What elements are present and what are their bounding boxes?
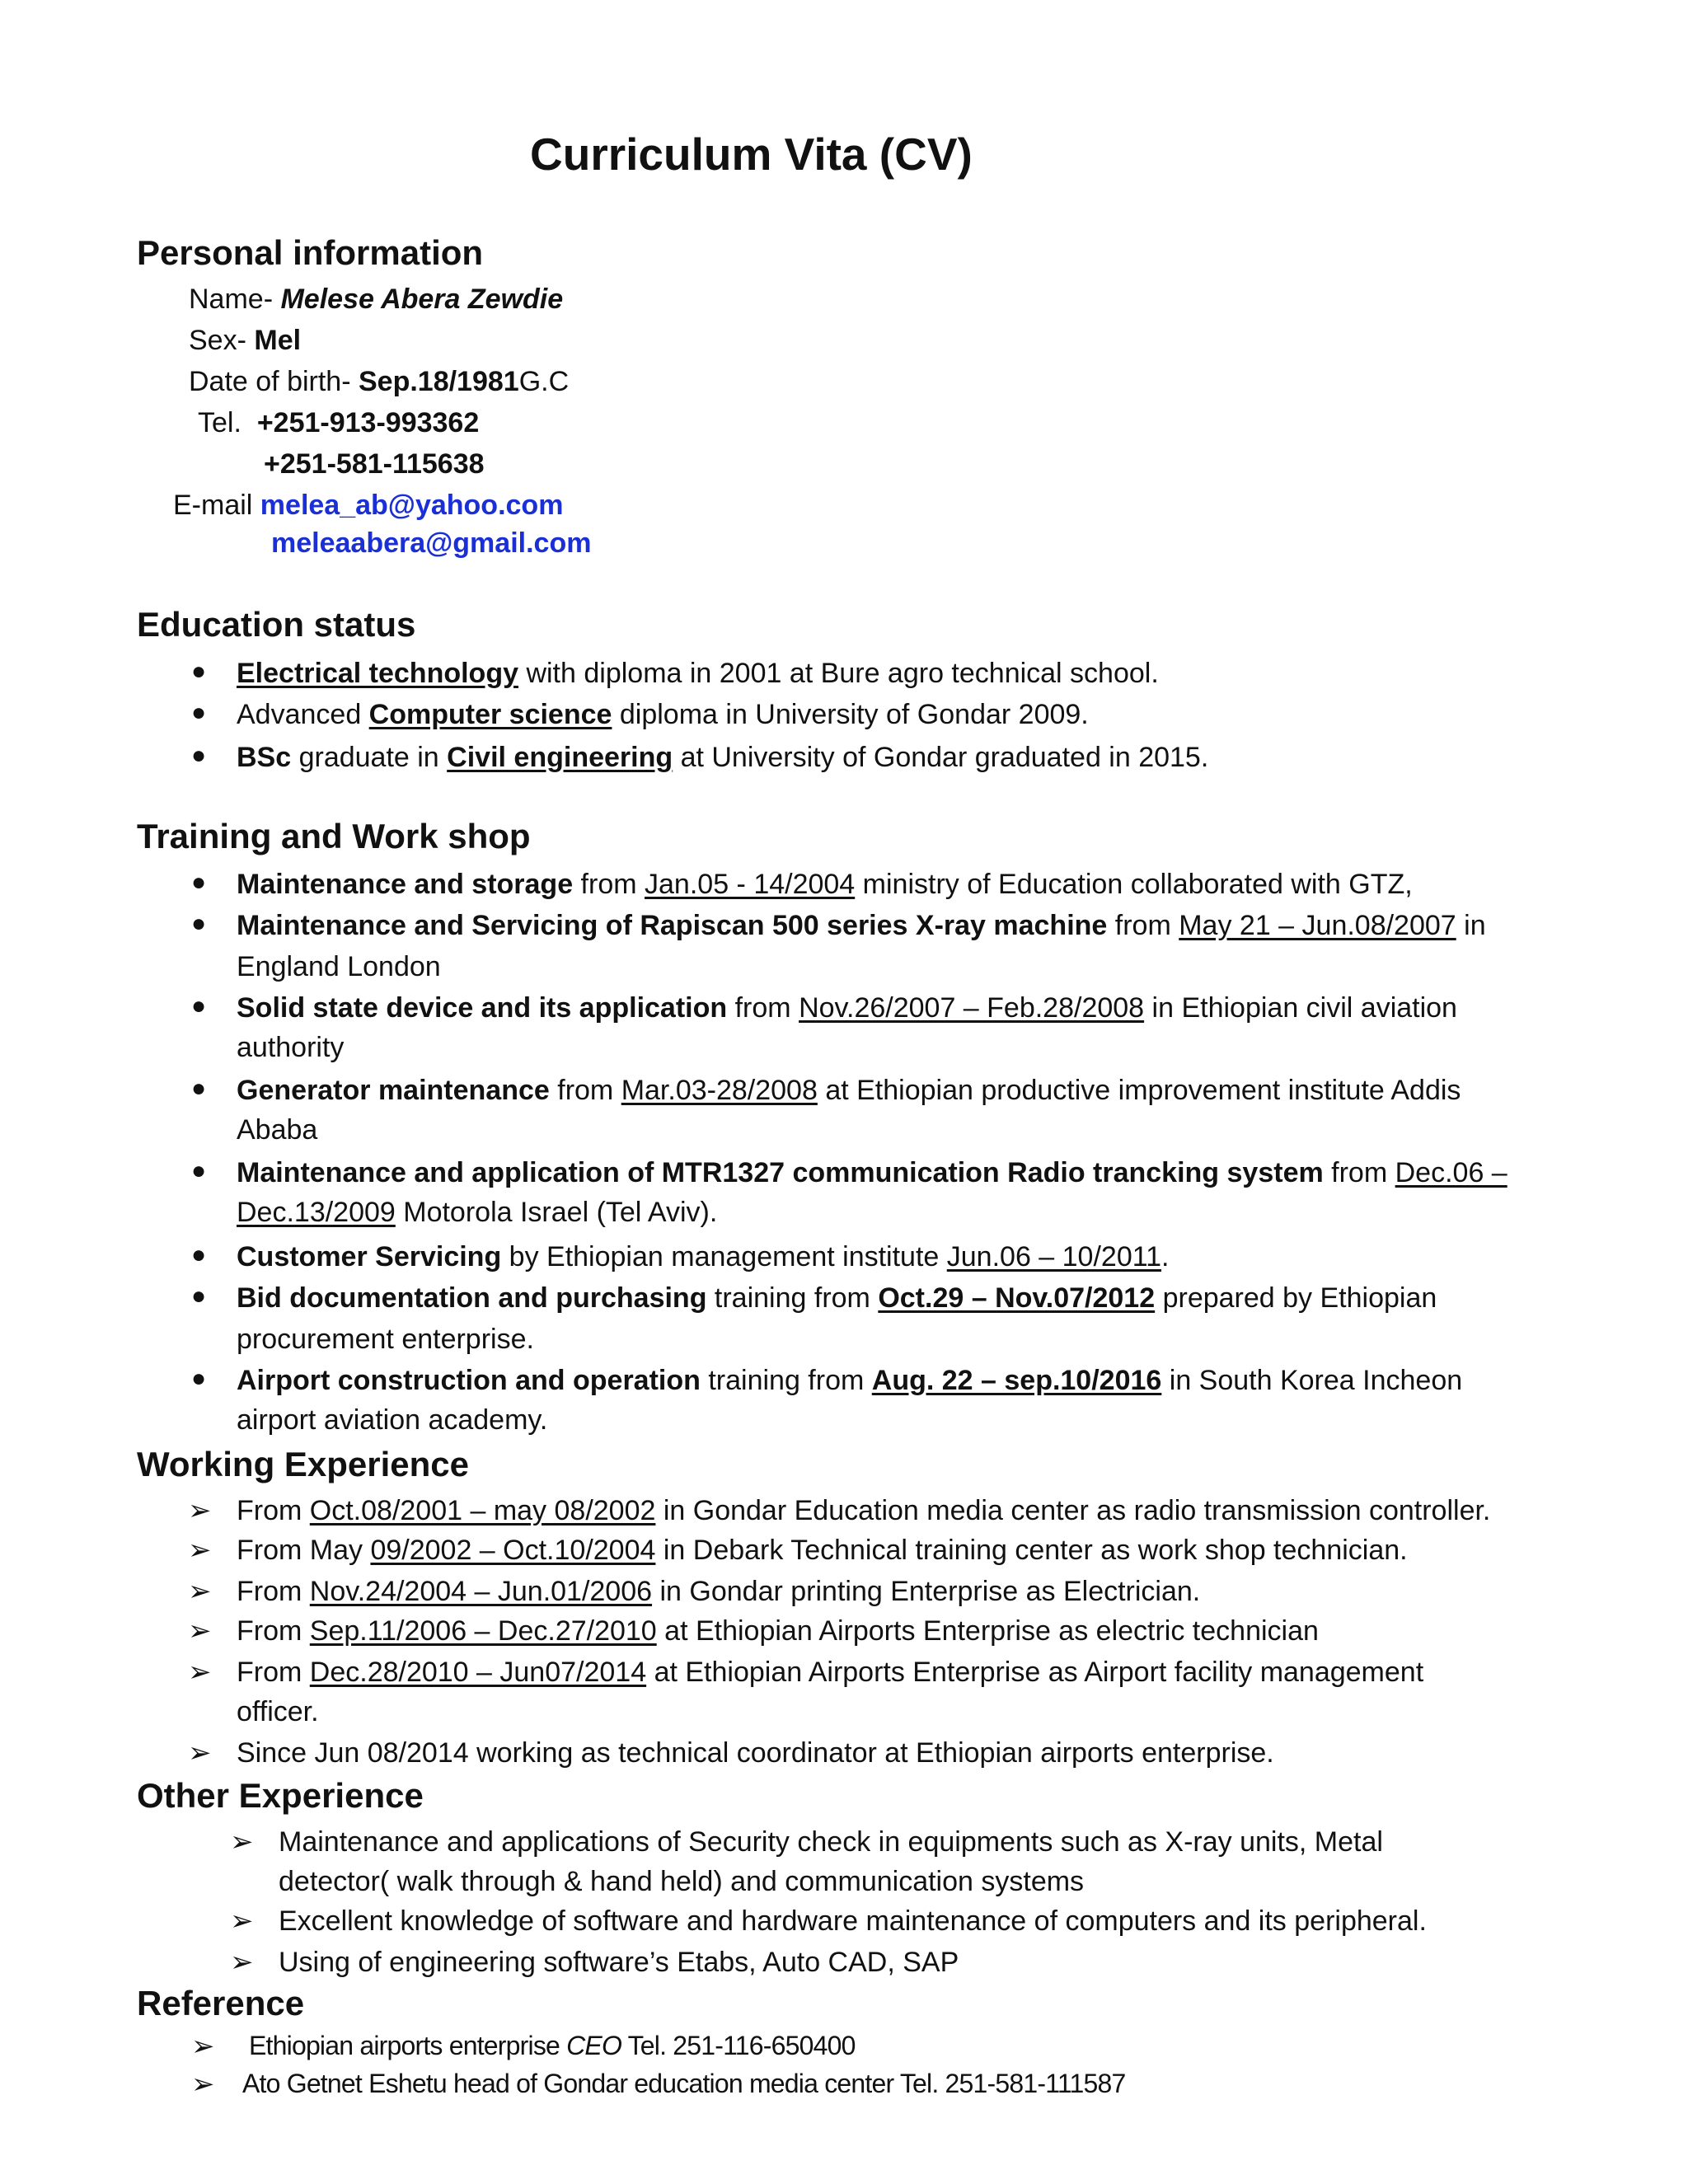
arrow-bullet-icon: ➢ [188,1535,212,1566]
name-value: Melese Abera Zewdie [280,284,564,315]
work-date: Oct.08/2001 – may 08/2002 [309,1495,656,1526]
training-item [237,1076,1461,1104]
reference-heading: Reference [137,1984,305,2022]
arrow-bullet-icon: ➢ [188,1495,212,1526]
training-text: from [1107,910,1179,941]
education-prefix: Advanced [237,699,369,730]
training-date: Aug. 22 – sep.10/2016 [871,1365,1162,1396]
training-date: Jan.05 - 14/2004 [645,869,856,900]
training-text: Motorola Israel (Tel Aviv). [395,1197,718,1228]
training-title: Maintenance and Servicing of Rapiscan 500 series X-ray machine [237,910,1108,941]
training-text: prepared by Ethiopian [1155,1282,1437,1314]
reference-text: Tel. 251-116-650400 [621,2031,856,2060]
other-heading: Other Experience [137,1776,424,1815]
reference-text: Ethiopian airports enterprise [249,2031,567,2060]
dob-row [189,368,569,396]
arrow-bullet-icon: ➢ [188,1576,212,1607]
training-title: Customer Servicing [237,1241,502,1272]
training-text: from [1323,1157,1395,1188]
bullet-icon: ● [191,742,207,769]
work-date: Dec.28/2010 – Jun07/2014 [309,1657,647,1688]
training-title: Bid documentation and purchasing [237,1282,707,1314]
bullet-icon: ● [191,1241,207,1268]
work-date: Nov.24/2004 – Jun.01/2006 [309,1576,653,1607]
training-date: Oct.29 – Nov.07/2012 [878,1282,1156,1314]
education-field: Electrical technology [237,658,518,689]
work-text: at Ethiopian Airports Enterprise as electric technician [656,1615,1319,1647]
work-item [237,1658,1423,1686]
training-item [237,1243,1169,1271]
work-date: Sep.11/2006 – Dec.27/2010 [309,1615,657,1647]
training-text: in Ethiopian civil aviation [1144,992,1457,1024]
arrow-bullet-icon: ➢ [188,1615,212,1647]
training-item [237,994,1457,1022]
education-item [237,701,1089,729]
arrow-bullet-icon: ➢ [191,2069,215,2100]
arrow-bullet-icon: ➢ [230,1905,254,1937]
training-item [237,1159,1507,1187]
work-text: From [237,1657,310,1688]
work-text: in Gondar printing Enterprise as Electrician. [652,1576,1201,1607]
other-item: Excellent knowledge of software and hardware maintenance of computers and its peripheral. [279,1905,1427,1937]
other-item-continued: detector( walk through & hand held) and communication systems [279,1866,1085,1897]
tel-label: Tel. [198,407,241,438]
work-item-continued: officer. [237,1696,319,1727]
training-item-continued: procurement enterprise. [237,1324,534,1355]
reference-role: CEO [566,2031,622,2060]
work-text: From [237,1615,310,1647]
tel-row [198,409,479,437]
training-heading: Training and Work shop [137,817,531,855]
training-date: Dec.13/2009 [237,1197,396,1228]
education-detail: with diploma in 2001 at Bure agro technical school. [518,658,1159,689]
training-text: . [1161,1241,1170,1272]
bullet-icon: ● [191,1075,207,1102]
education-detail: diploma in University of Gondar 2009. [612,699,1089,730]
education-field: Civil engineering [447,742,673,773]
training-text: in South Korea Incheon [1161,1365,1463,1396]
arrow-bullet-icon: ➢ [188,1737,212,1769]
training-date: Mar.03-28/2008 [621,1075,818,1106]
training-text: in [1456,910,1486,941]
education-prefix: graduate in [291,742,448,773]
education-degree: BSc [237,742,292,773]
work-heading: Working Experience [137,1445,470,1483]
training-title: Generator maintenance [237,1075,550,1106]
bullet-icon: ● [191,699,207,726]
education-heading: Education status [137,605,416,644]
reference-item [249,2032,856,2059]
bullet-icon: ● [191,658,207,685]
work-item [237,1617,1319,1645]
education-item [237,659,1159,687]
training-text: ministry of Education collaborated with GTZ, [855,869,1413,900]
dob-value: Sep.18/1981 [358,366,519,397]
arrow-bullet-icon: ➢ [230,1826,254,1858]
training-item-continued [237,1198,717,1226]
training-item-continued: England London [237,951,441,982]
training-date: Jun.06 – 10/2011 [946,1241,1162,1272]
training-item [237,1366,1462,1394]
email-label: E-mail [173,490,253,521]
training-title: Maintenance and storage [237,869,574,900]
training-text: by Ethiopian management institute [501,1241,947,1272]
training-text: at Ethiopian productive improvement institute Addis [817,1075,1461,1106]
training-title: Airport construction and operation [237,1365,701,1396]
sex-value: Mel [254,325,302,356]
work-text: From [237,1495,310,1526]
work-item [237,1497,1490,1525]
tel-2: +251-581-115638 [264,448,485,480]
training-title: Maintenance and application of MTR1327 communication Radio trancking system [237,1157,1324,1188]
training-item [237,1284,1437,1312]
training-date: Dec.06 – [1395,1157,1507,1188]
training-text: from [549,1075,621,1106]
arrow-bullet-icon: ➢ [230,1947,254,1978]
training-date: Nov.26/2007 – Feb.28/2008 [799,992,1145,1024]
training-text: from [573,869,645,900]
bullet-icon: ● [191,1157,207,1184]
training-date: May 21 – Jun.08/2007 [1179,910,1456,941]
dob-suffix: G.C [518,366,570,397]
email-1[interactable]: melea_ab@yahoo.com [260,490,564,521]
work-date: 09/2002 – Oct.10/2004 [370,1535,656,1566]
bullet-icon: ● [191,910,207,937]
sex-row [189,326,301,354]
training-item-continued: airport aviation academy. [237,1404,548,1436]
education-detail: at University of Gondar graduated in 2015. [673,742,1209,773]
bullet-icon: ● [191,869,207,896]
other-item: Using of engineering software’s Etabs, Auto CAD, SAP [279,1947,959,1978]
bullet-icon: ● [191,1282,207,1310]
work-text: at Ethiopian Airports Enterprise as Airport facility management [646,1657,1424,1688]
tel-1: +251-913-993362 [256,407,480,438]
training-item-continued: authority [237,1032,345,1063]
reference-item: Ato Getnet Eshetu head of Gondar education media center Tel. 251-581-111587 [242,2069,1126,2098]
work-text: From [237,1576,310,1607]
work-item [237,1536,1408,1564]
work-text: in Gondar Education media center as radio transmission controller. [655,1495,1491,1526]
training-text: from [727,992,799,1024]
bullet-icon: ● [191,992,207,1019]
training-item-continued: Ababa [237,1114,318,1146]
email-row [173,491,563,519]
other-item: Maintenance and applications of Security check in equipments such as X-ray units, Metal [279,1826,1383,1858]
page-title: Curriculum Vita (CV) [530,129,973,180]
sex-label: Sex- [189,325,246,356]
name-row [189,285,563,313]
work-item [237,1577,1200,1605]
education-field: Computer science [368,699,612,730]
email-2[interactable]: meleaabera@gmail.com [271,527,592,559]
personal-heading: Personal information [137,233,484,272]
work-text: in Debark Technical training center as work shop technician. [655,1535,1408,1566]
training-item [237,870,1413,898]
work-item: Since Jun 08/2014 working as technical coordinator at Ethiopian airports enterprise. [237,1737,1274,1769]
dob-label: Date of birth- [189,366,351,397]
training-text: training from [706,1282,879,1314]
arrow-bullet-icon: ➢ [191,2031,215,2062]
training-title: Solid state device and its application [237,992,728,1024]
training-text: training from [700,1365,872,1396]
bullet-icon: ● [191,1365,207,1392]
work-text: From May [237,1535,371,1566]
education-item [237,743,1208,771]
training-item [237,912,1486,940]
arrow-bullet-icon: ➢ [188,1657,212,1688]
name-label: Name- [189,284,274,315]
